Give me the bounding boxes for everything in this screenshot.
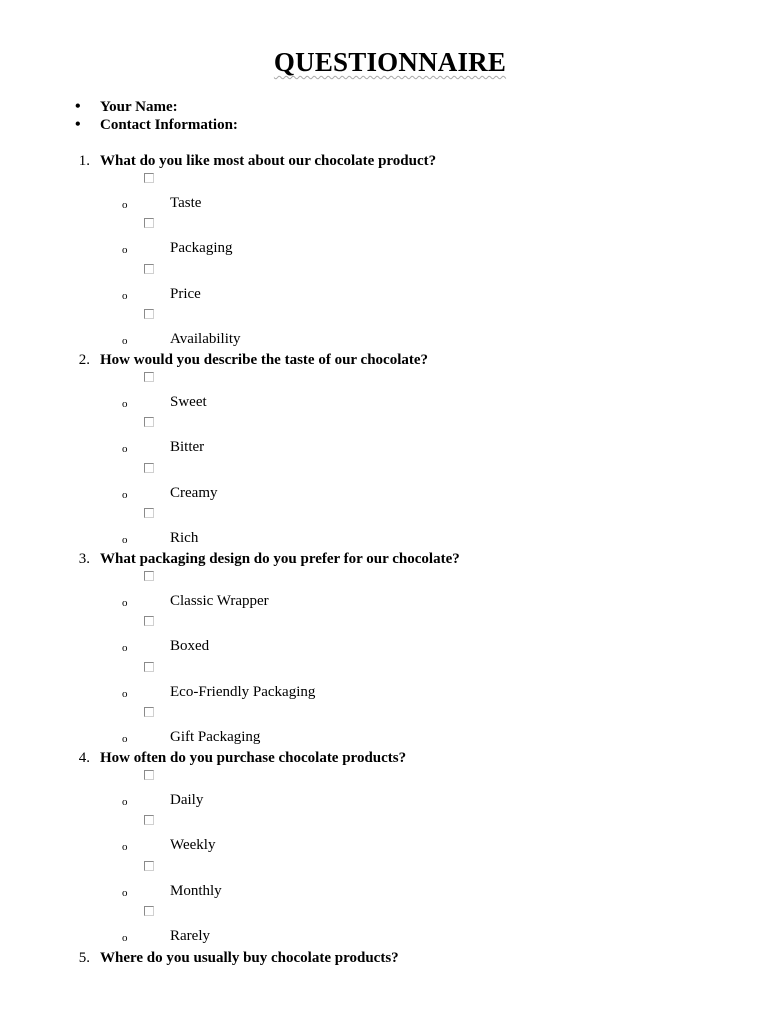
option-bullet: o bbox=[122, 244, 128, 256]
option-label: Creamy bbox=[170, 485, 218, 501]
bullet-icon: • bbox=[75, 116, 81, 133]
option-bullet: o bbox=[122, 443, 128, 455]
page-title: QUESTIONNAIRE bbox=[273, 47, 507, 77]
question-number: 1. bbox=[78, 153, 90, 169]
option-checkbox[interactable] bbox=[144, 372, 154, 382]
option-item bbox=[0, 372, 600, 417]
option-label: Classic Wrapper bbox=[170, 593, 269, 609]
option-label: Monthly bbox=[170, 883, 222, 899]
option-label: Bitter bbox=[170, 439, 205, 455]
option-bullet: o bbox=[122, 733, 128, 745]
option-bullet: o bbox=[122, 932, 128, 944]
option-item bbox=[0, 173, 600, 218]
option-checkbox[interactable] bbox=[144, 571, 154, 581]
option-checkbox[interactable] bbox=[144, 906, 154, 916]
option-bullet: o bbox=[122, 688, 128, 700]
option-bullet: o bbox=[122, 335, 128, 347]
option-item bbox=[0, 463, 600, 508]
option-label: Weekly bbox=[170, 837, 216, 853]
option-item bbox=[0, 662, 600, 707]
option-label: Boxed bbox=[170, 638, 210, 654]
bullet-icon: • bbox=[75, 98, 81, 115]
option-item bbox=[0, 309, 600, 354]
option-bullet: o bbox=[122, 534, 128, 546]
question-text: How would you describe the taste of our chocolate? bbox=[100, 352, 429, 368]
option-label: Availability bbox=[170, 331, 241, 347]
option-label: Gift Packaging bbox=[170, 729, 261, 745]
option-item bbox=[0, 707, 600, 752]
option-label: Eco-Friendly Packaging bbox=[170, 684, 316, 700]
option-bullet: o bbox=[122, 597, 128, 609]
option-item bbox=[0, 264, 600, 309]
question-text: What packaging design do you prefer for our chocolate? bbox=[100, 551, 460, 567]
option-checkbox[interactable] bbox=[144, 309, 154, 319]
option-label: Packaging bbox=[170, 240, 233, 256]
option-label: Sweet bbox=[170, 394, 207, 410]
option-bullet: o bbox=[122, 642, 128, 654]
option-checkbox[interactable] bbox=[144, 508, 154, 518]
option-item bbox=[0, 218, 600, 263]
option-bullet: o bbox=[122, 199, 128, 211]
option-item bbox=[0, 571, 600, 616]
option-label: Daily bbox=[170, 792, 204, 808]
option-checkbox[interactable] bbox=[144, 770, 154, 780]
option-checkbox[interactable] bbox=[144, 616, 154, 626]
info-label-name: Your Name: bbox=[100, 99, 178, 115]
question-text: Where do you usually buy chocolate products? bbox=[100, 950, 399, 966]
option-item bbox=[0, 770, 600, 815]
question-number: 4. bbox=[78, 750, 90, 766]
option-checkbox[interactable] bbox=[144, 707, 154, 717]
option-item bbox=[0, 815, 600, 860]
info-label-contact: Contact Information: bbox=[100, 117, 238, 133]
option-checkbox[interactable] bbox=[144, 264, 154, 274]
option-bullet: o bbox=[122, 489, 128, 501]
option-bullet: o bbox=[122, 398, 128, 410]
option-label: Price bbox=[170, 286, 201, 302]
question-number: 3. bbox=[78, 551, 90, 567]
option-item bbox=[0, 861, 600, 906]
option-item bbox=[0, 508, 600, 553]
option-checkbox[interactable] bbox=[144, 815, 154, 825]
option-checkbox[interactable] bbox=[144, 861, 154, 871]
option-checkbox[interactable] bbox=[144, 218, 154, 228]
option-item bbox=[0, 616, 600, 661]
option-item bbox=[0, 906, 600, 951]
question-text: How often do you purchase chocolate products? bbox=[100, 750, 407, 766]
option-item bbox=[0, 417, 600, 462]
option-label: Rich bbox=[170, 530, 199, 546]
option-checkbox[interactable] bbox=[144, 173, 154, 183]
question-text: What do you like most about our chocolate product? bbox=[100, 153, 437, 169]
option-label: Rarely bbox=[170, 928, 210, 944]
option-label: Taste bbox=[170, 195, 202, 211]
option-bullet: o bbox=[122, 290, 128, 302]
option-checkbox[interactable] bbox=[144, 463, 154, 473]
question-number: 2. bbox=[78, 352, 90, 368]
option-checkbox[interactable] bbox=[144, 662, 154, 672]
option-checkbox[interactable] bbox=[144, 417, 154, 427]
question-number: 5. bbox=[78, 950, 90, 966]
option-bullet: o bbox=[122, 887, 128, 899]
option-bullet: o bbox=[122, 796, 128, 808]
option-bullet: o bbox=[122, 841, 128, 853]
